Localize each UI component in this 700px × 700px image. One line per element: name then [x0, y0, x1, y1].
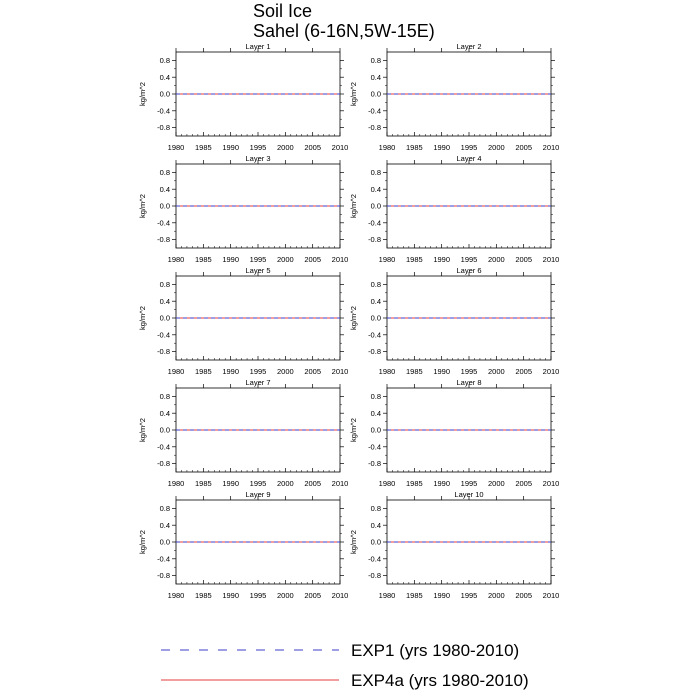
x-tick-label: 1985 — [405, 479, 423, 488]
x-tick-label: 2000 — [276, 367, 294, 376]
x-tick-label: 1995 — [249, 367, 267, 376]
y-tick-label: 0.4 — [159, 408, 170, 418]
x-tick-label: 1990 — [433, 255, 451, 264]
y-tick-label: -0.4 — [368, 554, 381, 564]
y-tick-label: -0.4 — [157, 218, 170, 228]
panel-title: Layer 9 — [245, 490, 271, 499]
y-tick-label: -0.4 — [157, 442, 170, 452]
x-tick-label: 1980 — [167, 479, 185, 488]
x-tick-label: 2005 — [304, 255, 322, 264]
y-tick-label: -0.8 — [368, 123, 381, 133]
x-tick-label: 2005 — [304, 479, 322, 488]
y-tick-label: 0.4 — [370, 184, 381, 194]
x-tick-label: 2005 — [515, 367, 533, 376]
x-tick-label: 1995 — [460, 367, 478, 376]
panel-title: Layer 8 — [456, 378, 482, 387]
x-tick-label: 1985 — [194, 143, 212, 152]
panel-title: Layer 1 — [245, 42, 271, 51]
y-tick-label: -0.8 — [368, 459, 381, 469]
x-tick-label: 1980 — [378, 143, 396, 152]
x-tick-label: 1980 — [167, 591, 185, 600]
x-tick-label: 2005 — [515, 479, 533, 488]
x-tick-label: 1980 — [378, 255, 396, 264]
x-tick-label: 1985 — [405, 143, 423, 152]
panel-title: Layer 7 — [245, 378, 271, 387]
y-axis-label: kg/m^2 — [349, 82, 358, 106]
panel-title: Layer 3 — [245, 154, 271, 163]
x-tick-label: 2010 — [331, 143, 349, 152]
panel-title: Layer 6 — [456, 266, 482, 275]
y-tick-label: -0.4 — [157, 106, 170, 116]
x-tick-label: 1990 — [433, 591, 451, 600]
y-tick-label: 0.0 — [159, 313, 170, 323]
y-tick-label: 0.4 — [159, 520, 170, 530]
y-tick-label: -0.8 — [157, 123, 170, 133]
x-tick-label: 2000 — [276, 143, 294, 152]
x-tick-label: 1985 — [405, 255, 423, 264]
x-tick-label: 2010 — [331, 367, 349, 376]
y-tick-label: 0.0 — [370, 313, 381, 323]
x-tick-label: 2000 — [487, 479, 505, 488]
x-tick-label: 1995 — [249, 479, 267, 488]
y-axis-label: kg/m^2 — [138, 530, 147, 554]
x-tick-label: 2010 — [542, 591, 560, 600]
y-axis-label: kg/m^2 — [138, 306, 147, 330]
y-tick-label: -0.4 — [368, 442, 381, 452]
y-tick-label: 0.0 — [370, 537, 381, 547]
y-tick-label: -0.8 — [157, 459, 170, 469]
y-tick-label: -0.4 — [157, 330, 170, 340]
x-tick-label: 1985 — [194, 591, 212, 600]
panel-title: Layer 5 — [245, 266, 271, 275]
y-axis-label: kg/m^2 — [349, 530, 358, 554]
x-tick-label: 1985 — [405, 367, 423, 376]
y-tick-label: 0.0 — [370, 201, 381, 211]
x-tick-label: 1985 — [194, 255, 212, 264]
y-tick-label: 0.8 — [370, 504, 381, 513]
y-tick-label: 0.4 — [159, 296, 170, 306]
x-tick-label: 2005 — [515, 591, 533, 600]
x-tick-label: 1995 — [249, 591, 267, 600]
x-tick-label: 1990 — [222, 367, 240, 376]
x-tick-label: 1980 — [167, 255, 185, 264]
y-axis-label: kg/m^2 — [138, 194, 147, 218]
y-tick-label: 0.8 — [159, 392, 170, 401]
x-tick-label: 1985 — [194, 479, 212, 488]
y-tick-label: 0.0 — [370, 89, 381, 99]
x-tick-label: 2010 — [331, 479, 349, 488]
x-tick-label: 1990 — [222, 479, 240, 488]
x-tick-label: 1990 — [433, 367, 451, 376]
x-tick-label: 1980 — [378, 367, 396, 376]
x-tick-label: 2005 — [304, 367, 322, 376]
x-tick-label: 1995 — [460, 143, 478, 152]
x-tick-label: 2000 — [276, 255, 294, 264]
x-tick-label: 2005 — [515, 255, 533, 264]
x-tick-label: 2000 — [487, 591, 505, 600]
panel-title: Layer 4 — [456, 154, 482, 163]
y-tick-label: -0.8 — [157, 571, 170, 581]
y-tick-label: -0.8 — [368, 347, 381, 357]
y-tick-label: 0.0 — [159, 425, 170, 435]
y-tick-label: 0.0 — [370, 425, 381, 435]
x-tick-label: 1990 — [222, 143, 240, 152]
y-tick-label: 0.8 — [370, 56, 381, 65]
y-axis-label: kg/m^2 — [138, 418, 147, 442]
legend-label: EXP1 (yrs 1980-2010) — [351, 641, 520, 660]
x-tick-label: 1980 — [378, 591, 396, 600]
x-tick-label: 1985 — [405, 591, 423, 600]
x-tick-label: 1995 — [249, 143, 267, 152]
x-tick-label: 2005 — [515, 143, 533, 152]
x-tick-label: 2010 — [542, 143, 560, 152]
y-tick-label: 0.4 — [159, 184, 170, 194]
y-tick-label: -0.8 — [157, 235, 170, 245]
legend-entry — [161, 641, 519, 660]
x-tick-label: 1985 — [194, 367, 212, 376]
x-tick-label: 2000 — [276, 479, 294, 488]
x-tick-label: 2010 — [331, 255, 349, 264]
y-tick-label: 0.8 — [159, 168, 170, 177]
chart-title: Soil Ice — [253, 1, 313, 21]
y-axis-label: kg/m^2 — [349, 194, 358, 218]
x-tick-label: 1995 — [460, 255, 478, 264]
legend-entry — [161, 671, 529, 690]
y-tick-label: -0.4 — [368, 106, 381, 116]
y-axis-label: kg/m^2 — [349, 418, 358, 442]
y-tick-label: 0.0 — [159, 201, 170, 211]
y-tick-label: 0.4 — [370, 520, 381, 530]
y-tick-label: 0.4 — [370, 408, 381, 418]
y-tick-label: -0.4 — [368, 218, 381, 228]
y-tick-label: 0.0 — [159, 537, 170, 547]
y-tick-label: 0.4 — [159, 72, 170, 82]
panel-title: Layer 10 — [454, 490, 484, 499]
y-tick-label: 0.8 — [159, 56, 170, 65]
x-tick-label: 2010 — [331, 591, 349, 600]
y-tick-label: 0.8 — [370, 280, 381, 289]
x-tick-label: 1980 — [378, 479, 396, 488]
x-tick-label: 1995 — [460, 591, 478, 600]
y-tick-label: 0.8 — [159, 280, 170, 289]
y-tick-label: 0.4 — [370, 72, 381, 82]
panel-title: Layer 2 — [456, 42, 482, 51]
y-tick-label: -0.8 — [368, 571, 381, 581]
x-tick-label: 2000 — [276, 591, 294, 600]
y-tick-label: -0.8 — [157, 347, 170, 357]
y-axis-label: kg/m^2 — [349, 306, 358, 330]
x-tick-label: 1990 — [433, 479, 451, 488]
y-tick-label: 0.8 — [370, 168, 381, 177]
x-tick-label: 1980 — [167, 143, 185, 152]
x-tick-label: 1980 — [167, 367, 185, 376]
y-tick-label: 0.4 — [370, 296, 381, 306]
x-tick-label: 1990 — [433, 143, 451, 152]
x-tick-label: 2005 — [304, 143, 322, 152]
x-tick-label: 2005 — [304, 591, 322, 600]
x-tick-label: 2000 — [487, 367, 505, 376]
y-axis-label: kg/m^2 — [138, 82, 147, 106]
y-tick-label: -0.4 — [368, 330, 381, 340]
y-tick-label: -0.8 — [368, 235, 381, 245]
y-tick-label: -0.4 — [157, 554, 170, 564]
y-tick-label: 0.0 — [159, 89, 170, 99]
x-tick-label: 2010 — [542, 255, 560, 264]
x-tick-label: 2010 — [542, 367, 560, 376]
chart-subtitle: Sahel (6-16N,5W-15E) — [253, 21, 435, 41]
x-tick-label: 2000 — [487, 143, 505, 152]
legend-label: EXP4a (yrs 1980-2010) — [351, 671, 529, 690]
y-tick-label: 0.8 — [159, 504, 170, 513]
x-tick-label: 2010 — [542, 479, 560, 488]
x-tick-label: 1995 — [460, 479, 478, 488]
y-tick-label: 0.8 — [370, 392, 381, 401]
x-tick-label: 1990 — [222, 591, 240, 600]
x-tick-label: 1990 — [222, 255, 240, 264]
x-tick-label: 2000 — [487, 255, 505, 264]
x-tick-label: 1995 — [249, 255, 267, 264]
